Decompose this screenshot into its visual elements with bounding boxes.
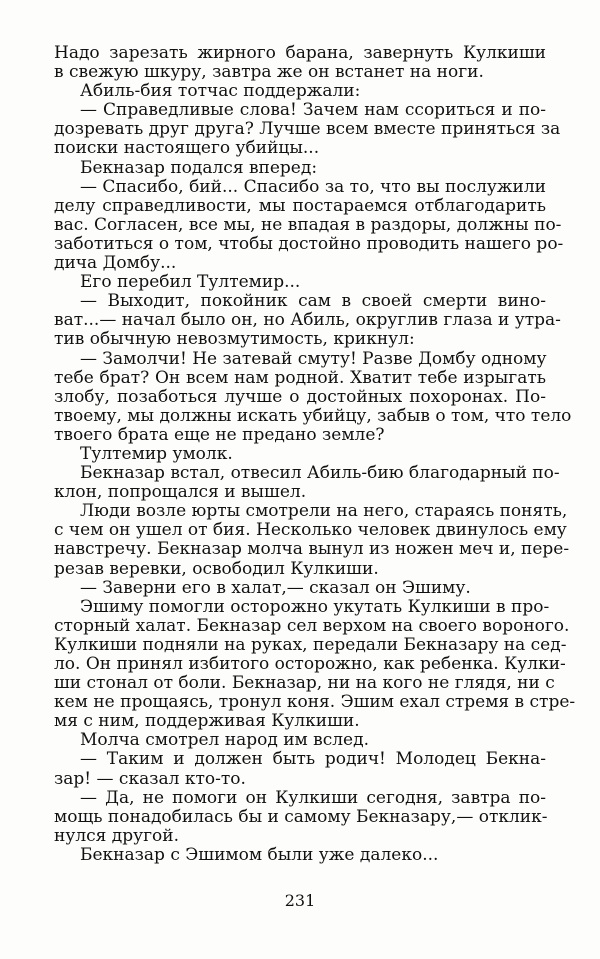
text-line: твоего брата еще не предано земле?: [54, 424, 385, 445]
text-line: нулся другой.: [54, 825, 180, 846]
text-line: заботиться о том, чтобы достойно проводить нашего ро-: [54, 233, 564, 254]
text-line: — Да, не помоги он Кулкиши сегодня, завтра по-: [80, 787, 546, 808]
text-line: резав веревки, освободил Кулкиши.: [54, 558, 379, 579]
text-line: клон, попрощался и вышел.: [54, 482, 307, 503]
text-line: поиски настоящего убийцы...: [54, 138, 320, 159]
text-line: тив обычную невозмутимость, крикнул:: [54, 329, 415, 350]
page-number: 231: [284, 891, 316, 910]
text-line: Его перебил Тултемир...: [80, 272, 301, 293]
text-line: дича Домбу...: [54, 253, 177, 274]
body-text: [54, 43, 576, 865]
text-line: ло. Он принял избитого осторожно, как ребенка. Кулки-: [54, 654, 566, 674]
text-line: Кулкиши подняли на руках, передали Бекназару на сед-: [54, 634, 567, 655]
text-line: мощь понадобилась бы и самому Бекназару,— отклик-: [54, 806, 548, 827]
text-line: Абиль-бия тотчас поддержали:: [80, 81, 361, 102]
text-line: — Спасибо, бий... Спасибо за то, что вы послужили: [80, 176, 546, 197]
text-line: навстречу. Бекназар молча вынул из ножен меч и, пере-: [54, 539, 570, 560]
text-line: тебе брат? Он всем нам родной. Хватит тебе изрыгать: [54, 367, 546, 388]
text-line: зар! — сказал кто-то.: [54, 768, 246, 789]
text-line: — Заверни его в халат,— сказал он Эшиму.: [80, 577, 471, 598]
text-line: в свежую шкуру, завтра же он встанет на ноги.: [54, 62, 484, 83]
text-line: Бекназар с Эшимом были уже далеко...: [80, 844, 439, 865]
text-line: твоему, мы должны искать убийцу, забыв о том, что тело: [54, 405, 572, 426]
text-line: сторный халат. Бекназар сел верхом на своего вороного.: [54, 615, 570, 636]
text-line: Надо зарезать жирного барана, завернуть Кулкиши: [54, 43, 546, 63]
text-line: — Выходит, покойник сам в своей смерти вино-: [80, 291, 546, 312]
text-line: Молча смотрел народ им вслед.: [80, 730, 369, 751]
text-line: Тултемир умолк.: [80, 443, 233, 464]
text-line: кем не прощаясь, тронул коня. Эшим ехал стремя в стре-: [54, 692, 576, 713]
text-line: ши стонал от боли. Бекназар, ни на кого не глядя, ни с: [54, 673, 555, 694]
text-line: — Замолчи! Не затевай смуту! Разве Домбу одному: [80, 348, 547, 369]
text-line: с чем он ушел от бия. Несколько человек двинулось ему: [54, 520, 567, 541]
text-line: вас. Согласен, все мы, не впадая в раздоры, должны по-: [54, 214, 562, 235]
text-line: — Справедливые слова! Зачем нам ссориться и по-: [80, 100, 546, 121]
text-line: — Таким и должен быть родич! Молодец Бекна-: [80, 749, 546, 770]
text-line: Бекназар встал, отвесил Абиль-бию благодарный по-: [80, 463, 560, 484]
text-line: ват...— начал было он, но Абиль, округлив глаза и утра-: [54, 310, 561, 331]
text-line: Бекназар подался вперед:: [80, 157, 318, 178]
text-line: дозревать друг друга? Лучше всем вместе приняться за: [54, 119, 561, 140]
text-line: злобу, позаботься лучше о достойных похоронах. По-: [54, 386, 546, 407]
text-line: Эшиму помогли осторожно укутать Кулкиши в про-: [80, 596, 550, 617]
text-line: делу справедливости, мы постараемся отблагодарить: [54, 195, 546, 216]
text-line: Люди возле юрты смотрели на него, стараясь понять,: [80, 501, 568, 522]
text-line: мя с ним, поддерживая Кулкиши.: [54, 711, 360, 732]
